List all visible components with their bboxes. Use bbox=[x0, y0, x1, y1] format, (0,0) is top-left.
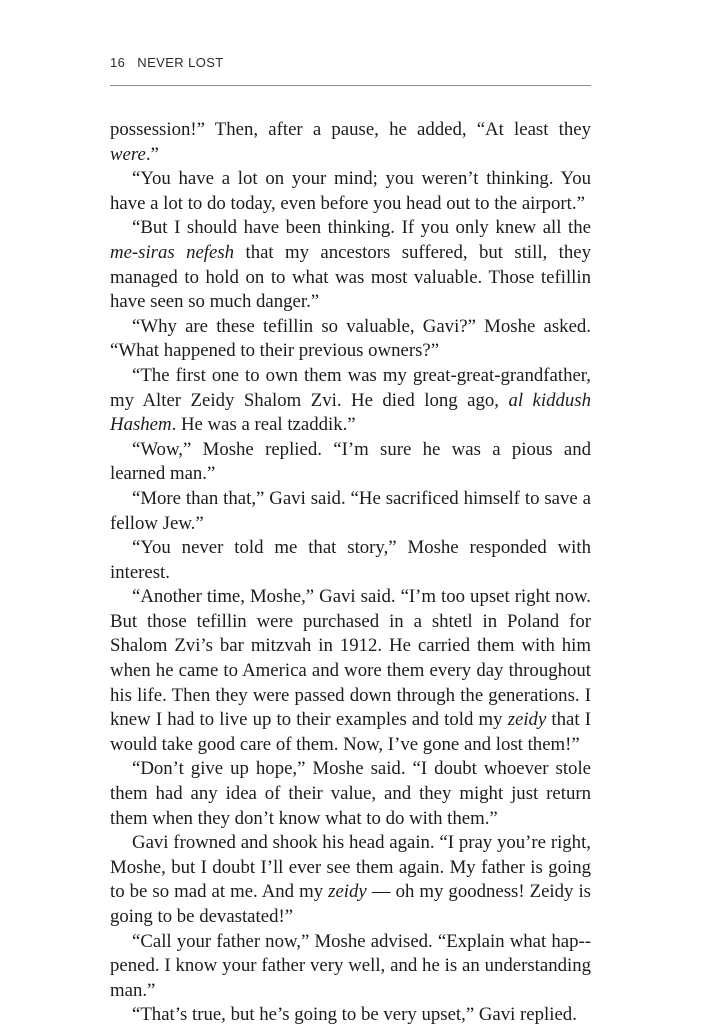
text-run: “Another time, Moshe,” Gavi said. “I’m too upset right now. But those tefillin were purchased in a shtetl in Poland for Shalom Zvi’s bar mitzvah in 1912. He carried them with him when he came to America and wore them every day throughout his life. Then they were passed down through the generations. I knew I had to live up to their examples and told my bbox=[110, 586, 591, 731]
paragraph bbox=[110, 364, 591, 438]
text-run: “Don’t give up hope,” Moshe said. “I doubt whoever stole them had any idea of their value, and they might just return them when they don’t know what to do with them.” bbox=[110, 758, 591, 829]
paragraph bbox=[110, 831, 591, 929]
paragraph bbox=[110, 585, 591, 757]
page-number: 16 bbox=[110, 55, 126, 70]
paragraph bbox=[110, 216, 591, 314]
text-run: “You never told me that story,” Moshe responded with interest. bbox=[110, 537, 591, 583]
italic-text: me-siras nefesh bbox=[110, 241, 235, 263]
italic-text: al kiddush Hashem bbox=[110, 389, 591, 436]
text-run: “You have a lot on your mind; you weren’t thinking. You have a lot to do today, even before you head out to the airport.” bbox=[110, 168, 591, 214]
running-header bbox=[110, 55, 591, 86]
italic-text: were bbox=[110, 143, 146, 165]
text-run: — oh my goodness! Zeidy is going to be devastated!” bbox=[110, 881, 591, 927]
paragraph bbox=[110, 315, 591, 364]
text-run: “Wow,” Moshe replied. “I’m sure he was a pious and learned man.” bbox=[110, 438, 591, 485]
paragraph bbox=[110, 536, 591, 585]
text-run: “Call your father now,” Moshe advised. “Explain what hap-pened. I know your father very well, and he is an understanding man.” bbox=[110, 930, 591, 1001]
text-run: “But I should have been thinking. If you only knew all the bbox=[132, 217, 591, 239]
running-title: NEVER LOST bbox=[137, 55, 224, 70]
paragraph bbox=[110, 930, 591, 1004]
paragraph bbox=[110, 167, 591, 216]
italic-text: zeidy bbox=[328, 881, 367, 903]
text-run: “That’s true, but he’s going to be very upset,” Gavi replied. bbox=[132, 1004, 577, 1026]
text-run: Gavi frowned and shook his head again. “I pray you’re right, Moshe, but I doubt I’ll ever see them again. My father is going to be so mad at me. And my bbox=[110, 832, 591, 903]
text-run: that I would take good care of them. Now, I’ve gone and lost them!” bbox=[110, 709, 591, 755]
paragraph bbox=[110, 487, 591, 536]
paragraph bbox=[110, 438, 591, 487]
text-run: “The first one to own them was my great-great-grandfather, my Alter Zeidy Shalom Zvi. He died long ago, bbox=[110, 364, 591, 411]
text-run: “More than that,” Gavi said. “He sacrificed himself to save a fellow Jew.” bbox=[110, 487, 591, 534]
paragraph bbox=[110, 118, 591, 167]
text-run: possession!” Then, after a pause, he added, “At least they bbox=[110, 119, 591, 140]
text-run: .” bbox=[145, 143, 159, 165]
text-run: . He was a real tzaddik.” bbox=[171, 414, 356, 436]
text-run: “Why are these tefillin so valuable, Gavi?” Moshe asked. “What happened to their previous owners?” bbox=[110, 315, 591, 362]
text-run: that my ancestors suffered, but still, they managed to hold on to what was most valuable. Those tefillin have seen so much danger.” bbox=[110, 241, 591, 313]
paragraph bbox=[110, 757, 591, 831]
italic-text: zeidy bbox=[507, 709, 547, 731]
body-text bbox=[110, 118, 591, 1028]
paragraph bbox=[110, 1003, 591, 1028]
